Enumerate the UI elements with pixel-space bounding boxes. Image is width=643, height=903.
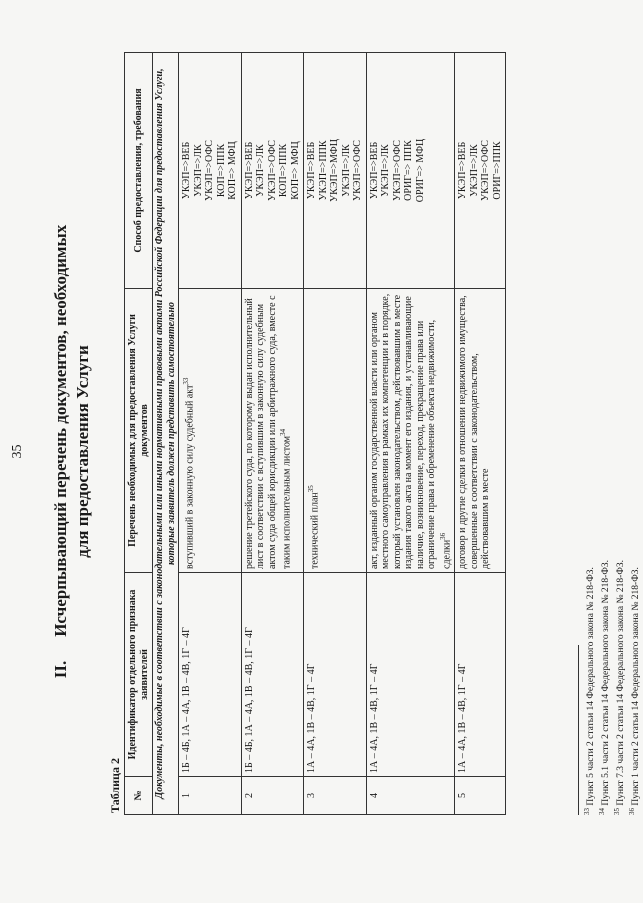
method-item: УКЭП=>ЛК [468,144,480,197]
section-title-line2: для предоставления Услуги [73,345,92,558]
table-header-row [125,53,153,815]
row-document [304,289,367,573]
footnote-text: Пункт 5 части 2 статьи 14 Федерального закона № 218-ФЗ. [586,567,597,808]
row-identifier: 1Б – 4Б, 1А – 4А, 1В – 4В, 1Г – 4Г [241,573,304,777]
table-band-row [153,53,179,815]
row-document [241,289,304,573]
row-document [366,289,455,573]
row-document [455,289,506,573]
page-number: 35 [10,444,25,459]
footnote [627,55,642,815]
footnote-mark: 35 [613,808,622,815]
method-item: УКЭП=>ОФС [266,140,278,201]
footnote-divider [578,645,579,815]
method-item: УКЭП=>ВЕБ [306,141,317,200]
row-identifier: 1А – 4А, 1В – 4В, 1Г – 4Г [455,573,506,777]
method-item: КОП=> МФЦ [289,141,301,200]
header-num: № [125,777,153,815]
row-method [304,53,367,289]
table-row [366,53,455,815]
method-item: ОРИГ=> ППК [403,140,414,201]
row-method [366,53,455,289]
row-number: 2 [241,777,304,815]
method-item: КОП=>ППК [215,143,227,198]
method-item: УКЭП=>ОФС [352,140,363,201]
header-documents: Перечень необходимых для предоставления Услуги документов [125,289,153,573]
footnote [612,55,627,815]
header-identifier: Идентификатор отдельного признака заявителей [125,573,153,777]
method-item: УКЭП=>ППК [317,140,329,201]
footnote-reference: 34 [279,428,287,436]
method-item: ОРИГ=> МФЦ [414,138,426,203]
method-item: КОП=> МФЦ [227,141,238,200]
documents-table [124,52,506,815]
footnote-mark: 33 [583,808,591,815]
method-item: УКЭП=>ВЕБ [368,141,380,200]
section-number: II. [51,660,70,679]
method-item: УКЭП=>МФЦ [329,139,340,202]
footnote-text: Пункт 1 части 2 статьи 14 Федерального закона № 218-ФЗ. [631,567,642,808]
row-document-text: решение третейского суда, по которому выдан исполнительный лист в соответствии с вступившим в законную силу судебным актом суда общей юрисдикции или арбитражного суда, вместе с таким исполнительным листом [243,295,293,569]
row-document-text: технический план [309,492,321,569]
method-item: УКЭП=>ОФС [391,140,403,201]
row-identifier: 1А – 4А, 1В – 4В, 1Г – 4Г [304,573,367,777]
table-row [304,53,367,815]
footnote-mark: 36 [628,808,637,815]
method-item: УКЭП=>ЛК [192,144,204,197]
footnotes [578,55,643,815]
footnote-text: Пункт 7.3 части 2 статьи 14 Федерального закона № 218-ФЗ. [616,560,627,808]
row-identifier: 1Б – 4Б, 1А – 4А, 1В – 4В, 1Г – 4Г [179,573,242,777]
row-number: 4 [366,777,455,815]
row-number: 1 [179,777,242,815]
header-method: Способ предоставления, требования [125,53,153,289]
row-method [179,53,242,289]
footnote [597,55,612,815]
footnote-reference: 36 [438,532,447,540]
footnote-text: Пункт 5.1 части 2 статьи 14 Федерального закона № 218-ФЗ. [601,560,612,808]
footnote-reference: 33 [182,377,190,385]
row-method [241,53,304,289]
footnote-mark: 34 [598,808,607,815]
method-item: УКЭП=>ВЕБ [243,141,255,200]
table-row [179,53,242,815]
table-row [455,53,506,815]
method-item: УКЭП=>ЛК [340,144,352,197]
method-item: УКЭП=>ОФС [204,140,215,201]
method-item: УКЭП=>ЛК [380,144,391,197]
method-item: УКЭП=>ОФС [480,140,492,201]
row-document-text: акт, изданный органом государственной власти или органом местного самоуправления в рамках их компетенции и в порядке, который установлен законодательством, действовавшим в месте издания такого акта на момент его издания, и устанавливающие наличие, возникновение, переход, прекращение права или ограничение права и обременение объекта недвижимости, сделки [368,293,452,569]
row-method [455,53,506,289]
method-item: КОП=>ППК [278,143,289,198]
row-document-text: договор и другие сделки в отношении недвижимого имущества, совершенные в соответствии с законодательством, действовавшим в месте [457,295,492,569]
row-identifier: 1А – 4А, 1В – 4В, 1Г – 4Г [366,573,455,777]
method-item: УКЭП=>ЛК [255,144,266,197]
section-title-line1: Исчерпывающий перечень документов, необходимых [51,224,70,637]
method-item: УКЭП=>ВЕБ [457,141,469,200]
method-item: УКЭП=>ВЕБ [181,141,192,200]
row-number: 5 [455,777,506,815]
row-document-text: вступивший в законную силу судебный акт [184,384,196,569]
band-text: Документы, необходимые в соответствии с законодательными или иными нормативными правовыми актами Российской Федерации для предоставления Услуги, которые заявитель должен представить самостоятельно [153,53,179,815]
row-number: 3 [304,777,367,815]
table-row [241,53,304,815]
table-label: Таблица 2 [108,758,122,813]
section-heading [50,0,94,903]
method-item: ОРИГ=>ППК [491,141,503,200]
footnote-reference: 35 [307,485,315,493]
row-document [179,289,242,573]
footnote [582,55,597,815]
